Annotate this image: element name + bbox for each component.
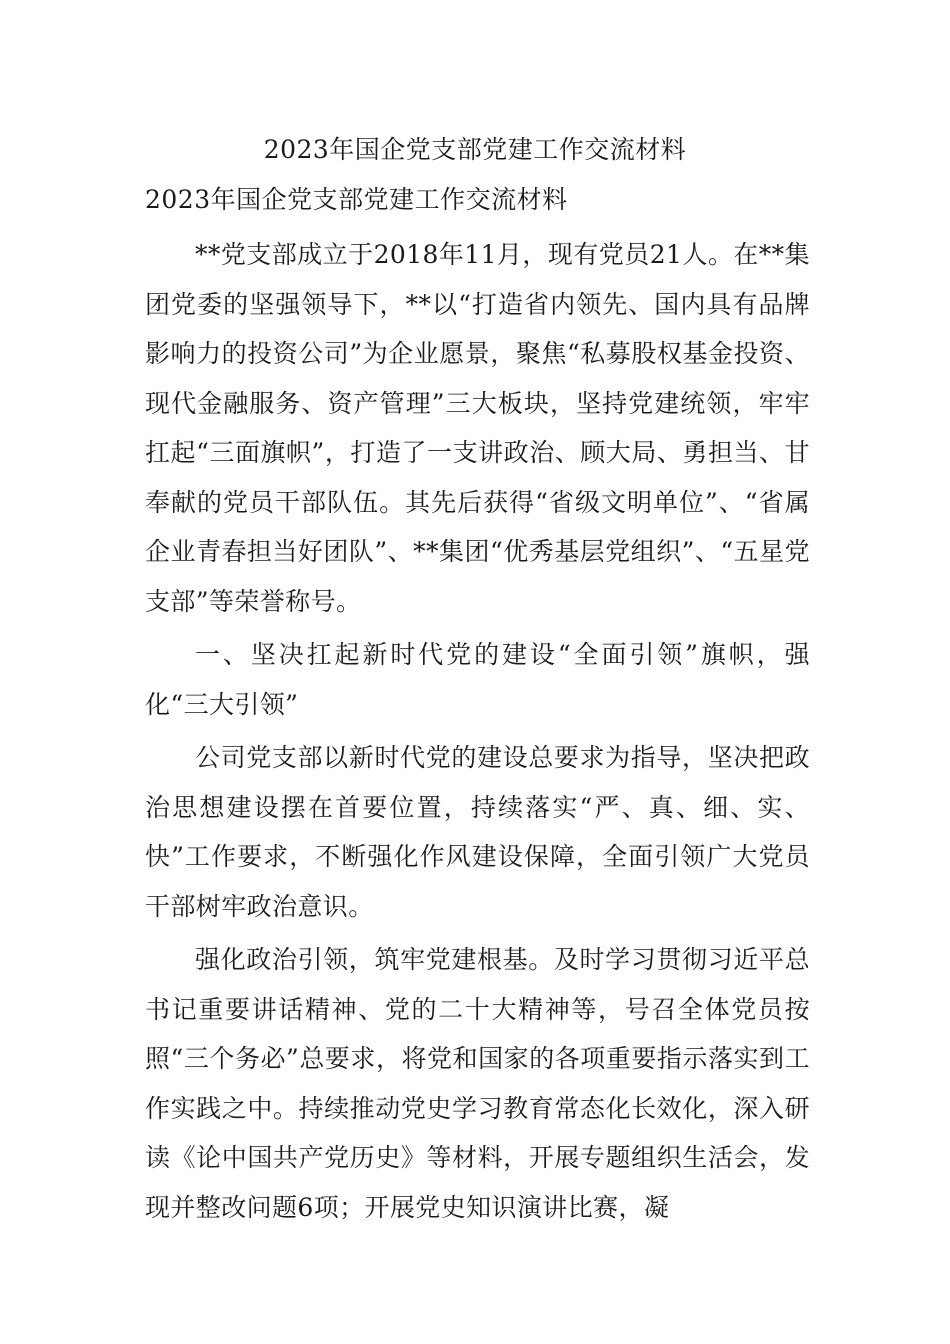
document-title: 2023年国企党支部党建工作交流材料 xyxy=(263,135,687,164)
paragraph-intro: **党支部成立于2018年11月，现有党员21人。在**集团党委的坚强领导下，**以“打造省内领先、国内具有品牌影响力的投资公司”为企业愿景，聚焦“私募股权基金投资、现代金融服务、资产管理”三大板块，坚持党建统领，牢牢扛起“三面旗帜”，打造了一支讲政治、顾大局、勇担当、甘奉献的党员干部队伍。其先后获得“省级文明单位”、“省属企业青春担当好团队”、**集团“优秀基层党组织”、“五星党支部”等荣誉称号。 xyxy=(145,240,810,616)
paragraph-political-leadership: 强化政治引领，筑牢党建根基。及时学习贯彻习近平总书记重要讲话精神、党的二十大精神等，号召全体党员按照“三个务必”总要求，将党和国家的各项重要指示落实到工作实践之中。持续推动党史学习教育常态化长效化，深入研读《论中国共产党历史》等材料，开展专题组织生活会，发现并整改问题6项；开展党史知识演讲比赛，凝 xyxy=(145,945,810,1222)
document-subtitle: 2023年国企党支部党建工作交流材料 xyxy=(145,185,568,214)
paragraph-section-1: 公司党支部以新时代党的建设总要求为指导，坚决把政治思想建设摆在首要位置，持续落实“严、真、细、实、快”工作要求，不断强化作风建设保障，全面引领广大党员干部树牢政治意识。 xyxy=(145,743,810,921)
document-body xyxy=(145,230,810,1232)
section-heading-1: 一、坚决扛起新时代党的建设“全面引领”旗帜，强化“三大引领” xyxy=(145,640,810,719)
